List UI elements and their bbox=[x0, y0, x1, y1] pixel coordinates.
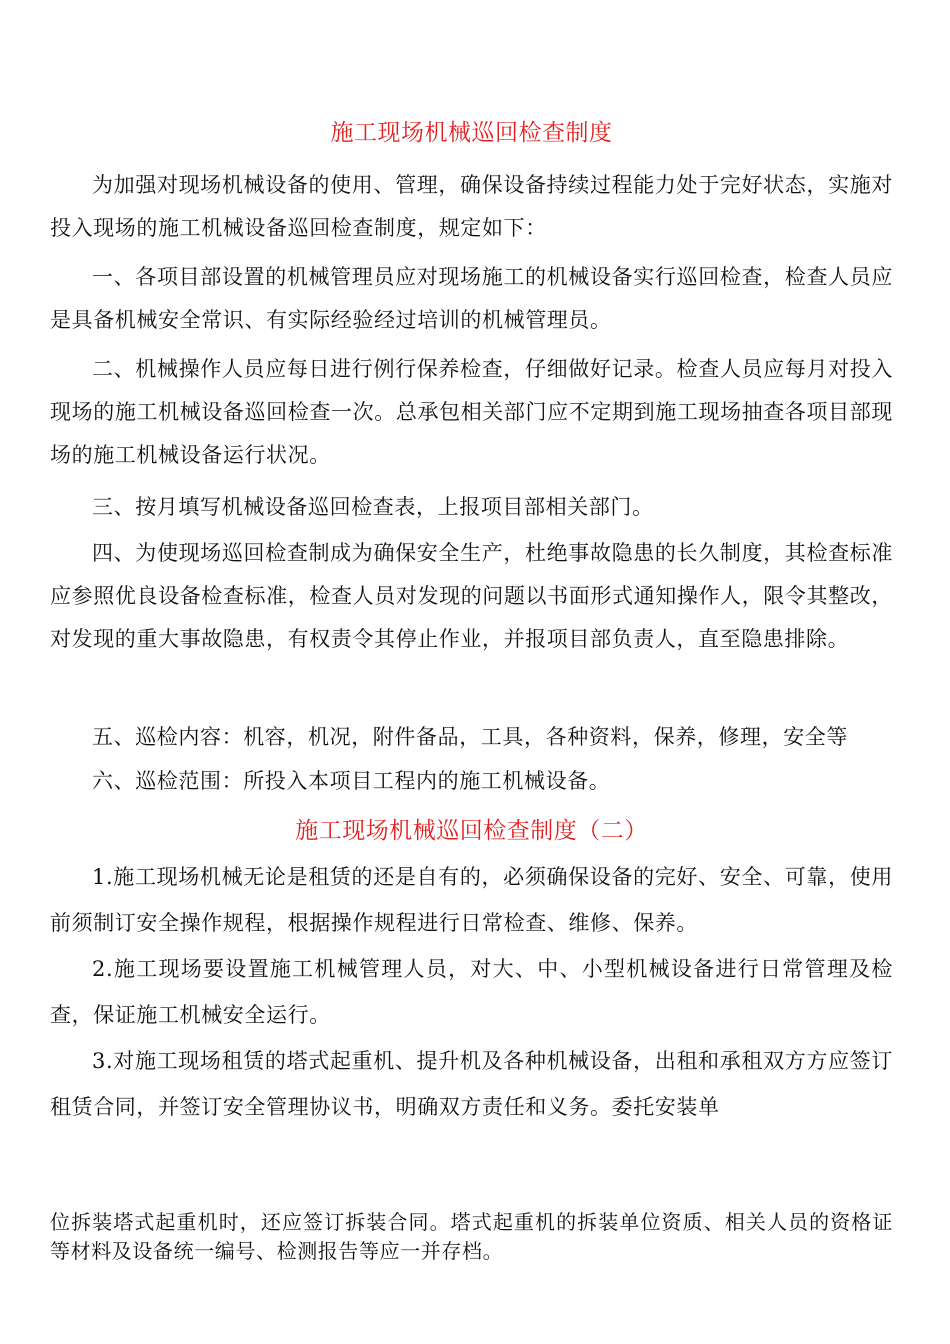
section-1-item-5: 五、巡检内容：机容，机况，附件备品，工具，各种资料，保养，修理，安全等 bbox=[92, 725, 848, 749]
section-1-intro: 为加强对现场机械设备的使用、管理，确保设备持续过程能力处于完好状态，实施对投入现场的施工机械设备巡回检查制度，规定如下： bbox=[50, 173, 893, 240]
section-1-item-6: 六、巡检范围：所投入本项目工程内的施工机械设备。 bbox=[92, 769, 611, 793]
section-1-item-4: 四、为使现场巡回检查制成为确保安全生产，杜绝事故隐患的长久制度，其检查标准应参照优良设备检查标准，检查人员对发现的问题以书面形式通知操作人，限令其整改，对发现的重大事故隐患，有权责令其停止作业，并报项目部负责人，直至隐患排除。 bbox=[50, 541, 893, 651]
section-2-item-2: 2.施工现场要设置施工机械管理人员，对大、中、小型机械设备进行日常管理及检查，保证施工机械安全运行。 bbox=[50, 957, 893, 1027]
section-2-item-3: 3.对施工现场租赁的塔式起重机、提升机及各种机械设备，出租和承租双方方应签订租赁合同，并签订安全管理协议书，明确双方责任和义务。委托安装单 bbox=[50, 1049, 893, 1119]
section-1-item-1: 一、各项目部设置的机械管理员应对现场施工的机械设备实行巡回检查，检查人员应是具备机械安全常识、有实际经验经过培训的机械管理员。 bbox=[50, 265, 893, 332]
section-2-title: 施工现场机械巡回检查制度（二） bbox=[295, 818, 648, 844]
section-1-item-3: 三、按月填写机械设备巡回检查表，上报项目部相关部门。 bbox=[92, 495, 654, 519]
section-1-title: 施工现场机械巡回检查制度 bbox=[330, 120, 613, 146]
section-1-item-2: 二、机械操作人员应每日进行例行保养检查，仔细做好记录。检查人员应每月对投入现场的施工机械设备巡回检查一次。总承包相关部门应不定期到施工现场抽查各项目部现场的施工机械设备运行状况。 bbox=[50, 357, 893, 467]
section-2-continuation: 位拆装塔式起重机时，还应签订拆装合同。塔式起重机的拆装单位资质、相关人员的资格证等材料及设备统一编号、检测报告等应一并存档。 bbox=[50, 1210, 893, 1263]
section-2-item-1: 1.施工现场机械无论是租赁的还是自有的，必须确保设备的完好、安全、可靠，使用前须制订安全操作规程，根据操作规程进行日常检查、维修、保养。 bbox=[50, 865, 893, 935]
